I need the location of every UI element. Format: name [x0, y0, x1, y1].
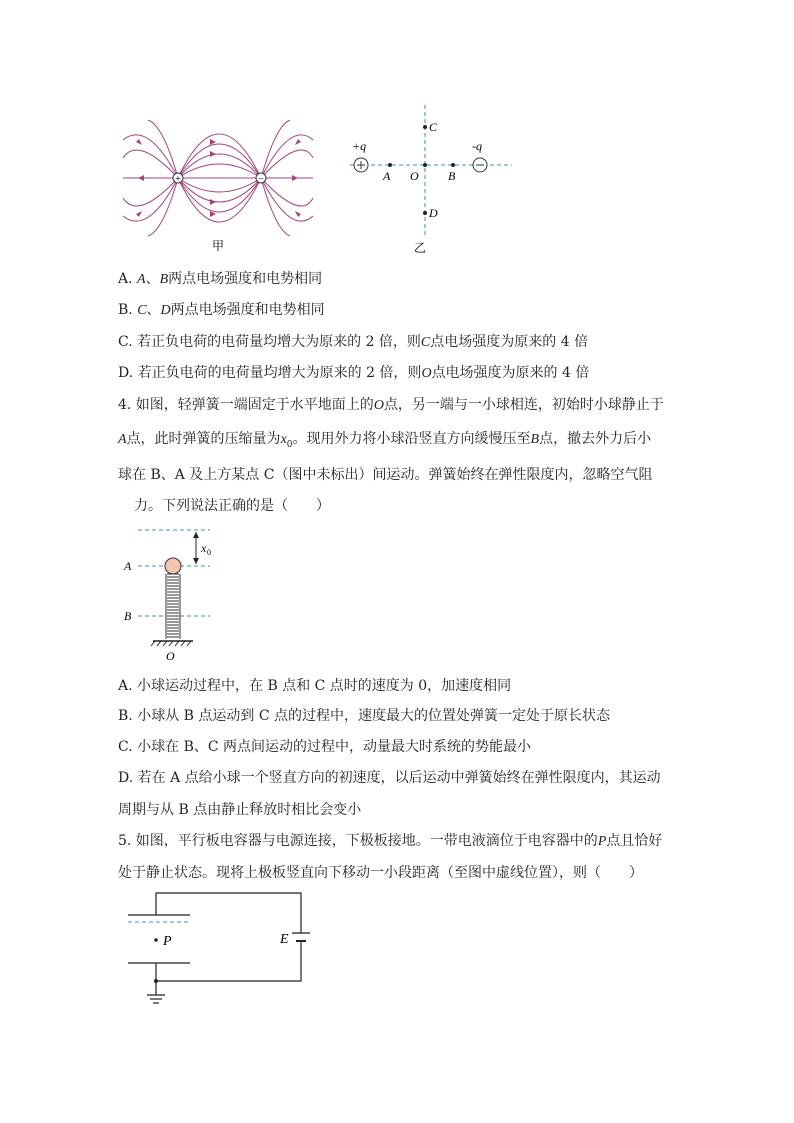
q4-option-a: A. 小球运动过程中，在 B 点和 C 点时的速度为 0，加速度相同: [118, 678, 512, 694]
label-a: A: [383, 169, 391, 183]
q4-stem-line4: 力。下列说法正确的是（ ）: [134, 498, 330, 514]
label-a: A: [124, 559, 132, 573]
q4-option-d: D. 若在 A 点给小球一个竖直方向的初速度，以后运动中弹簧始终在弹性限度内，其运动: [118, 770, 661, 786]
q4-stem-line2: A点，此时弹簧的压缩量为$x_0$。现用外力将小球沿竖直方向缓慢压至B点，撤去外力后小: [118, 431, 652, 450]
label-e: E: [280, 932, 289, 947]
label-p: P: [163, 934, 172, 949]
q4-option-d-cont: 周期与从 B 点由静止释放时相比会变小: [118, 802, 362, 818]
label-d: D: [429, 206, 438, 220]
q4-option-b: B. 小球从 B 点运动到 C 点的过程中，速度最大的位置处弹簧一定处于原长状态: [118, 708, 610, 724]
ball-icon: [165, 558, 181, 574]
field-lines-figure: [118, 120, 318, 260]
q4-stem-line3: 球在 B、A 及上方某点 C（图中未标出）间运动。弹簧始终在弹性限度内，忽略空气阻: [118, 467, 653, 483]
q5-stem-line1: 5. 如图，平行板电容器与电源连接，下极板接地。一带电液滴位于电容器中的P点且恰好: [118, 833, 663, 849]
q3-option-b: B. C、D两点电场强度和电势相同: [118, 302, 325, 318]
q4-stem-line1: 4. 如图，轻弹簧一端固定于水平地面上的O点，另一端与一小球相连，初始时小球静止于: [118, 397, 664, 413]
figure-caption-yi: 乙: [413, 241, 427, 255]
label-x0-sub: 0: [207, 548, 211, 557]
q3-option-d: D. 若正负电荷的电荷量均增大为原来的 2 倍，则O点电场强度为原来的 4 倍: [118, 365, 590, 381]
spring-figure: [118, 524, 228, 664]
minus-sign: −: [258, 174, 264, 185]
label-x0: x: [201, 541, 207, 555]
label-plus-q: +q: [352, 139, 367, 153]
q5-stem-line2: 处于静止状态。现将上极板竖直向下移动一小段距离（至图中虚线位置），则（ ）: [118, 865, 643, 881]
q3-option-c: C. 若正负电荷的电荷量均增大为原来的 2 倍，则C点电场强度为原来的 4 倍: [118, 334, 589, 350]
label-b: B: [124, 609, 132, 623]
label-o: O: [166, 649, 175, 663]
label-minus-q: -q: [472, 139, 482, 153]
q4-option-c: C. 小球在 B、C 两点间运动的过程中，动量最大时系统的势能最小: [118, 739, 532, 755]
q3-option-a: A. A、B两点电场强度和电势相同: [118, 271, 323, 287]
label-o: O: [410, 169, 419, 183]
axes-figure: [340, 100, 520, 260]
figure-caption-jia: 甲: [211, 239, 225, 253]
capacitor-circuit-figure: [118, 885, 318, 1010]
label-b: B: [448, 169, 456, 183]
plus-sign: +: [175, 174, 181, 185]
label-c: C: [429, 120, 438, 134]
